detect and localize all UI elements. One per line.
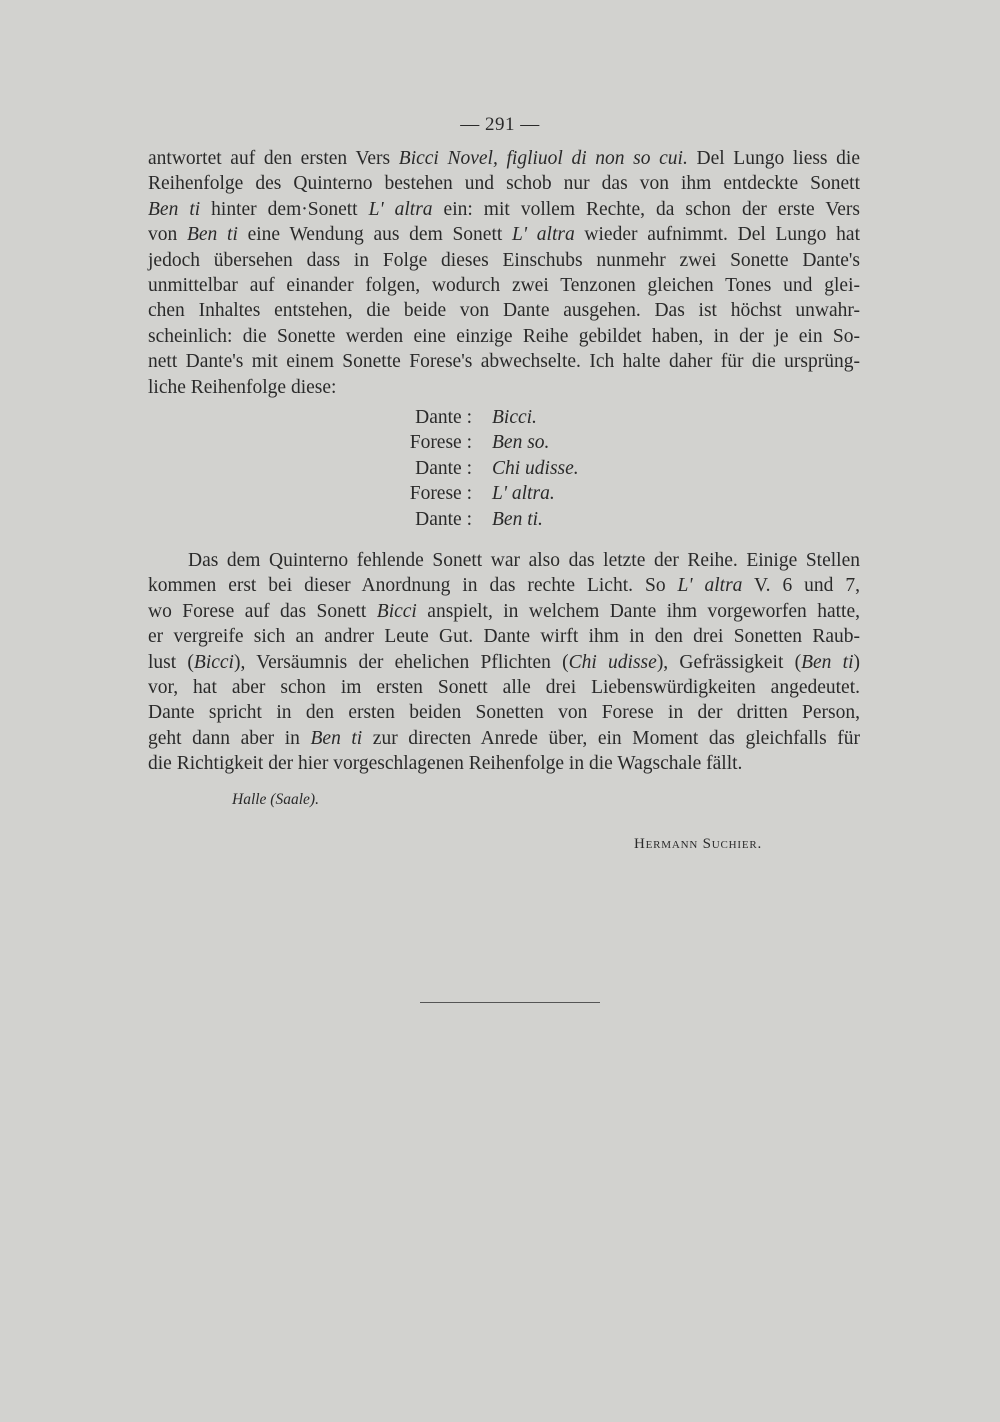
italic-title: Bicci Novel, figliuol di non so cui. bbox=[398, 148, 688, 169]
text-segment: ) bbox=[853, 651, 860, 673]
sequence-speaker: Forese : bbox=[409, 483, 472, 505]
text-line bbox=[148, 298, 860, 323]
sequence-speaker: Dante : bbox=[415, 508, 472, 530]
italic-title: Chi udisse bbox=[568, 651, 657, 673]
italic-title: Bicci bbox=[193, 651, 234, 673]
closing-rule bbox=[420, 1002, 600, 1003]
sequence-speaker: Dante : bbox=[415, 407, 472, 428]
italic-title: Ben ti bbox=[186, 224, 238, 246]
text-segment: hinter dem·Sonett bbox=[200, 198, 369, 220]
text-segment: wieder aufnimmt. Del Lungo hat bbox=[574, 224, 860, 246]
text-line bbox=[148, 624, 860, 649]
text-line bbox=[148, 146, 860, 171]
page-number: — 291 — bbox=[460, 114, 540, 135]
text-line bbox=[148, 573, 860, 598]
sequence-row bbox=[404, 405, 604, 430]
italic-title: L' altra bbox=[512, 224, 575, 246]
sequence-sonnet: Ben so. bbox=[492, 432, 550, 454]
text-segment: scheinlich: die Sonette werden eine einzige Reihe gebildet haben, in der je ein So- bbox=[148, 325, 860, 347]
sequence-row bbox=[404, 481, 604, 506]
paragraph-2 bbox=[148, 548, 860, 777]
italic-title: L' altra bbox=[368, 198, 433, 220]
text-segment: er vergreife sich an andrer Leute Gut. Dante wirft ihm in den drei Sonetten Raub- bbox=[148, 626, 860, 648]
text-segment: nett Dante's mit einem Sonette Forese's abwechselte. Ich halte daher für die ursprüng- bbox=[148, 351, 860, 373]
sonnet-sequence bbox=[404, 405, 604, 532]
text-segment: antwortet auf den ersten Vers bbox=[148, 148, 399, 169]
sequence-speaker: Forese : bbox=[409, 432, 472, 454]
text-line bbox=[148, 751, 860, 776]
text-segment: ein: mit vollem Rechte, da schon der erste Vers bbox=[432, 198, 860, 220]
text-segment: V. 6 und 7, bbox=[742, 575, 860, 597]
author-signature: Hermann Suchier. bbox=[634, 836, 763, 852]
text-segment: von bbox=[148, 224, 187, 246]
italic-title: Ben ti bbox=[148, 198, 201, 220]
sequence-row bbox=[404, 507, 604, 532]
text-segment: Das dem Quinterno fehlende Sonett war also das letzte der Reihe. Einige Stellen bbox=[188, 550, 860, 571]
text-segment: jedoch übersehen dass in Folge dieses Einschubs nunmehr zwei Sonette Dante's bbox=[148, 249, 860, 271]
text-line bbox=[148, 726, 860, 751]
sequence-speaker: Dante : bbox=[415, 457, 472, 479]
text-segment: geht dann aber in bbox=[148, 727, 311, 749]
text-segment: anspielt, in welchem Dante ihm vorgeworfen hatte, bbox=[416, 600, 860, 622]
text-segment: ), Versäumnis der ehelichen Pflichten ( bbox=[233, 651, 569, 673]
text-line bbox=[148, 171, 860, 196]
sequence-sonnet: Ben ti. bbox=[492, 508, 543, 530]
paragraph-1 bbox=[148, 146, 860, 400]
italic-title: Ben ti bbox=[310, 727, 363, 749]
sequence-sonnet: L' altra. bbox=[492, 483, 555, 505]
text-line bbox=[148, 375, 860, 400]
text-segment: vor, hat aber schon im ersten Sonett alle drei Liebenswürdigkeiten angedeutet. bbox=[148, 677, 860, 699]
text-segment: unmittelbar auf einander folgen, wodurch zwei Tenzonen gleichen Tones und glei- bbox=[148, 275, 860, 297]
text-segment: Del Lungo liess die bbox=[687, 148, 860, 169]
text-line bbox=[148, 349, 860, 374]
sequence-sonnet: Chi udisse. bbox=[492, 457, 579, 479]
text-line bbox=[148, 248, 860, 273]
text-segment: zur directen Anrede über, ein Moment das gleichfalls für bbox=[362, 727, 860, 749]
text-segment: wo Forese auf das Sonett bbox=[148, 600, 377, 622]
text-line bbox=[148, 273, 860, 298]
text-line bbox=[148, 599, 860, 624]
italic-title: Bicci bbox=[376, 600, 417, 622]
text-line bbox=[148, 548, 860, 573]
text-segment: die Richtigkeit der hier vorgeschlagenen Reihenfolge in die Wagschale fällt. bbox=[148, 753, 743, 775]
text-segment: Reihenfolge des Quinterno bestehen und schob nur das von ihm entdeckte Sonett bbox=[148, 173, 860, 195]
sequence-row bbox=[404, 456, 604, 481]
text-segment: lust ( bbox=[148, 651, 194, 673]
text-segment: kommen erst bei dieser Anordnung in das rechte Licht. So bbox=[148, 575, 678, 597]
italic-title: L' altra bbox=[677, 575, 743, 597]
text-line bbox=[148, 700, 860, 725]
text-line bbox=[148, 324, 860, 349]
text-segment: liche Reihenfolge diese: bbox=[148, 376, 337, 398]
text-line bbox=[148, 675, 860, 700]
text-segment: chen Inhaltes entstehen, die beide von Dante ausgehen. Das ist höchst unwahr- bbox=[148, 300, 860, 322]
sequence-sonnet: Bicci. bbox=[492, 407, 537, 428]
text-line bbox=[148, 650, 860, 675]
text-segment: Dante spricht in den ersten beiden Sonetten von Forese in der dritten Person, bbox=[148, 702, 860, 724]
italic-title: Ben ti bbox=[801, 651, 854, 673]
text-segment: eine Wendung aus dem Sonett bbox=[237, 224, 513, 246]
text-line bbox=[148, 222, 860, 247]
sequence-row bbox=[404, 430, 604, 455]
place-line: Halle (Saale). bbox=[232, 791, 319, 808]
text-line bbox=[148, 197, 860, 222]
text-segment: ), Gefrässigkeit ( bbox=[656, 651, 802, 673]
